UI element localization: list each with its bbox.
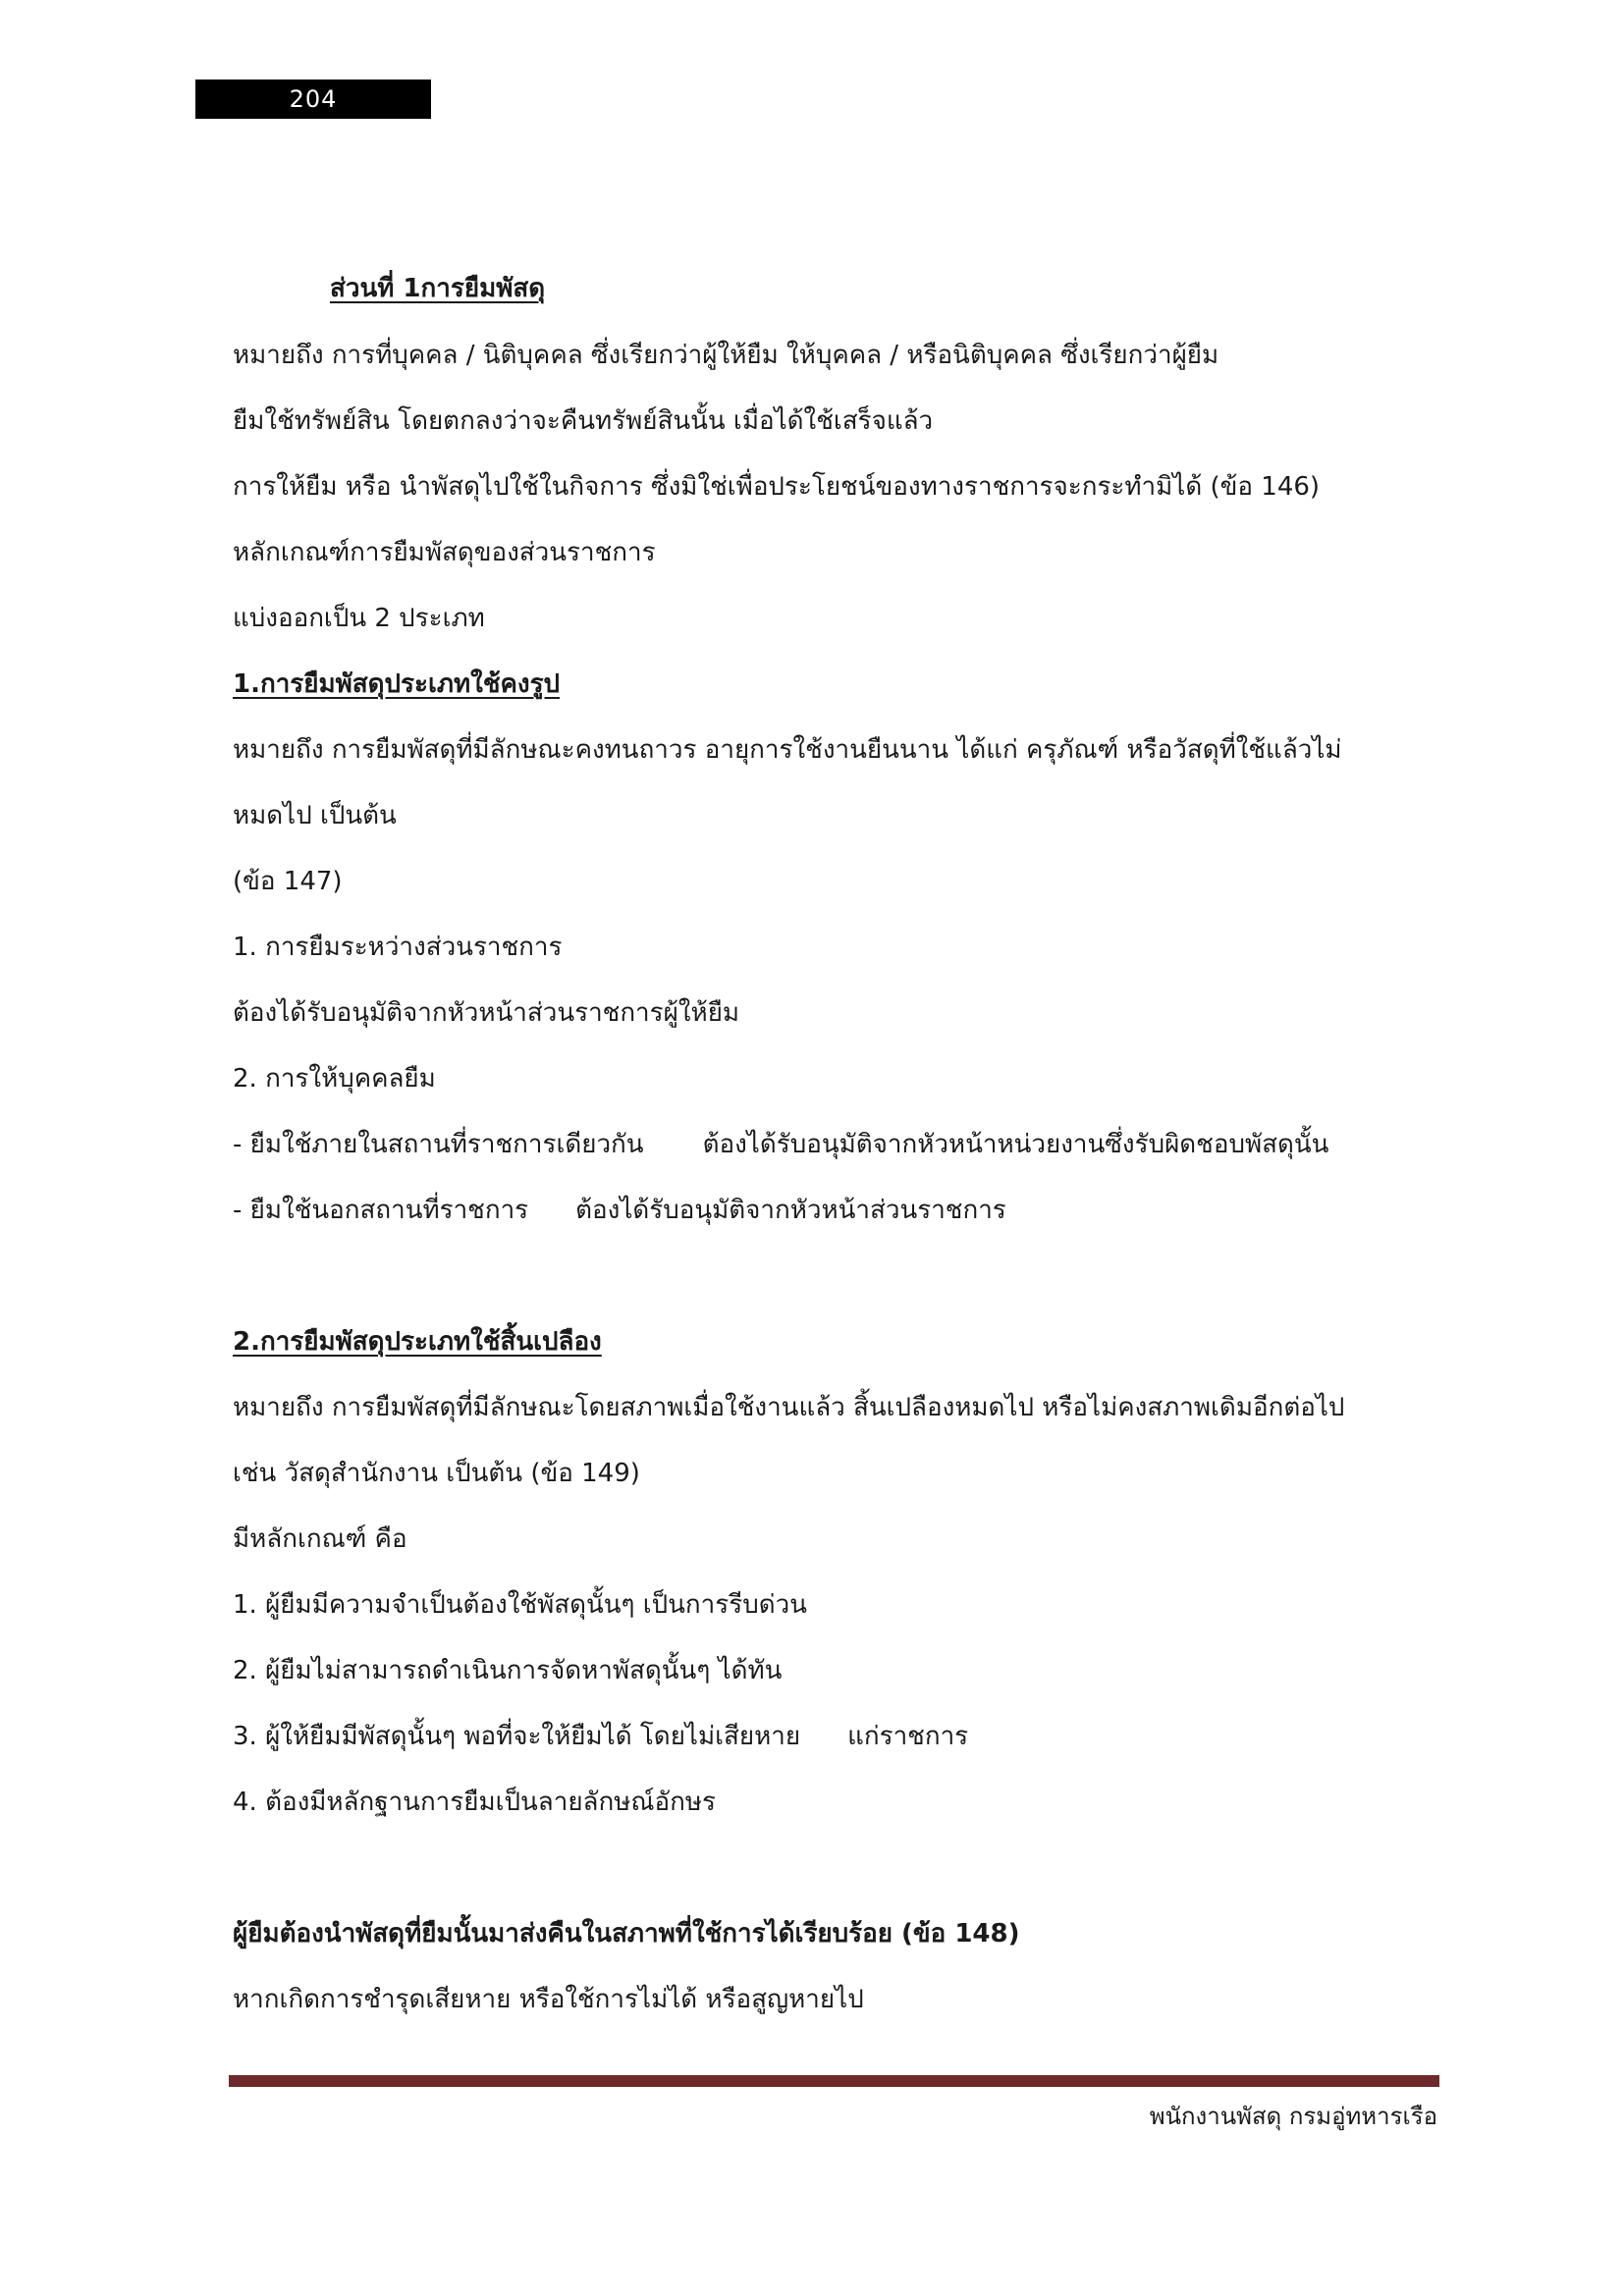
type1-item2-a bbox=[233, 1125, 1328, 1164]
page-number: 204 bbox=[289, 85, 338, 113]
type1-item2-title: 2. การให้บุคคลยืม bbox=[233, 1064, 436, 1094]
type1-item1-desc: ต้องได้รับอนุมัติจากหัวหน้าส่วนราชการผู้ให้ยืม bbox=[233, 998, 740, 1028]
type1-definition-line-1: หมายถึง การยืมพัสดุที่มีลักษณะคงทนถาวร อายุการใช้งานยืนนาน ได้แก่ ครุภัณฑ์ หรือวัสดุที่ใช้แล้วไม่ bbox=[233, 735, 1342, 765]
intro-line-2: ยืมใช้ทรัพย์สิน โดยตกลงว่าจะคืนทรัพย์สินนั้น เมื่อได้ใช้เสร็จแล้ว bbox=[233, 406, 934, 436]
type1-item1-title: 1. การยืมระหว่างส่วนราชการ bbox=[233, 933, 563, 962]
type1-item2-b bbox=[233, 1191, 1006, 1230]
type1-item2-a-desc: ต้องได้รับอนุมัติจากหัวหน้าหน่วยงานซึ่งรับผิดชอบพัสดุนั้น bbox=[702, 1130, 1329, 1159]
type2-criterion-4: 4. ต้องมีหลักฐานการยืมเป็นลายลักษณ์อักษร bbox=[233, 1788, 716, 1817]
type1-item2-a-label: - ยืมใช้ภายในสถานที่ราชการเดียวกัน bbox=[233, 1130, 644, 1159]
footer-divider bbox=[229, 2075, 1439, 2087]
return-rule-bold: ผู้ยืมต้องนำพัสดุที่ยืมนั้นมาส่งคืนในสภาพที่ใช้การได้เรียบร้อย (ข้อ 148) bbox=[233, 1919, 1020, 1949]
footer-text: พนักงานพัสดุ กรมอู่ทหารเรือ bbox=[1149, 2103, 1437, 2130]
intro-line-5: แบ่งออกเป็น 2 ประเภท bbox=[233, 604, 485, 633]
type2-heading: 2.การยืมพัสดุประเภทใช้สิ้นเปลือง bbox=[233, 1327, 602, 1357]
return-rule-line: หากเกิดการชำรุดเสียหาย หรือใช้การไม่ได้ หรือสูญหายไป bbox=[233, 1985, 864, 2014]
type2-definition-line-1: หมายถึง การยืมพัสดุที่มีลักษณะโดยสภาพเมื่อใช้งานแล้ว สิ้นเปลืองหมดไป หรือไม่คงสภาพเดิมอีกต่อไป bbox=[233, 1393, 1345, 1422]
type2-criterion-3 bbox=[233, 1717, 968, 1756]
intro-line-1: หมายถึง การที่บุคคล / นิติบุคคล ซึ่งเรียกว่าผู้ให้ยืม ให้บุคคล / หรือนิติบุคคล ซึ่งเรียกว่าผู้ยืม bbox=[233, 341, 1219, 370]
type2-criteria-label: มีหลักเกณฑ์ คือ bbox=[233, 1524, 407, 1554]
page-number-bar bbox=[195, 80, 431, 119]
intro-line-4: หลักเกณฑ์การยืมพัสดุของส่วนราชการ bbox=[233, 538, 656, 567]
type1-heading: 1.การยืมพัสดุประเภทใช้คงรูป bbox=[233, 669, 561, 699]
type1-reference: (ข้อ 147) bbox=[233, 867, 343, 896]
type2-criterion-3-tail: แก่ราชการ bbox=[847, 1722, 969, 1751]
type1-item2-b-label: - ยืมใช้นอกสถานที่ราชการ bbox=[233, 1196, 529, 1225]
section-title: ส่วนที่ 1การยืมพัสดุ bbox=[330, 274, 546, 303]
type2-criterion-1: 1. ผู้ยืมมีความจำเป็นต้องใช้พัสดุนั้นๆ เป็นการรีบด่วน bbox=[233, 1590, 807, 1620]
type2-criterion-2: 2. ผู้ยืมไม่สามารถดำเนินการจัดหาพัสดุนั้นๆ ได้ทัน bbox=[233, 1656, 783, 1685]
type1-item2-b-desc: ต้องได้รับอนุมัติจากหัวหน้าส่วนราชการ bbox=[575, 1196, 1006, 1225]
intro-line-3: การให้ยืม หรือ นำพัสดุไปใช้ในกิจการ ซึ่งมิใช่เพื่อประโยชน์ของทางราชการจะกระทำมิได้ (ข้อ 146) bbox=[233, 472, 1321, 502]
type2-criterion-3-main: 3. ผู้ให้ยืมมีพัสดุนั้นๆ พอที่จะให้ยืมได้ โดยไม่เสียหาย bbox=[233, 1722, 801, 1751]
type1-definition-line-2: หมดไป เป็นต้น bbox=[233, 801, 397, 830]
type2-definition-line-2: เช่น วัสดุสำนักงาน เป็นต้น (ข้อ 149) bbox=[233, 1459, 640, 1488]
